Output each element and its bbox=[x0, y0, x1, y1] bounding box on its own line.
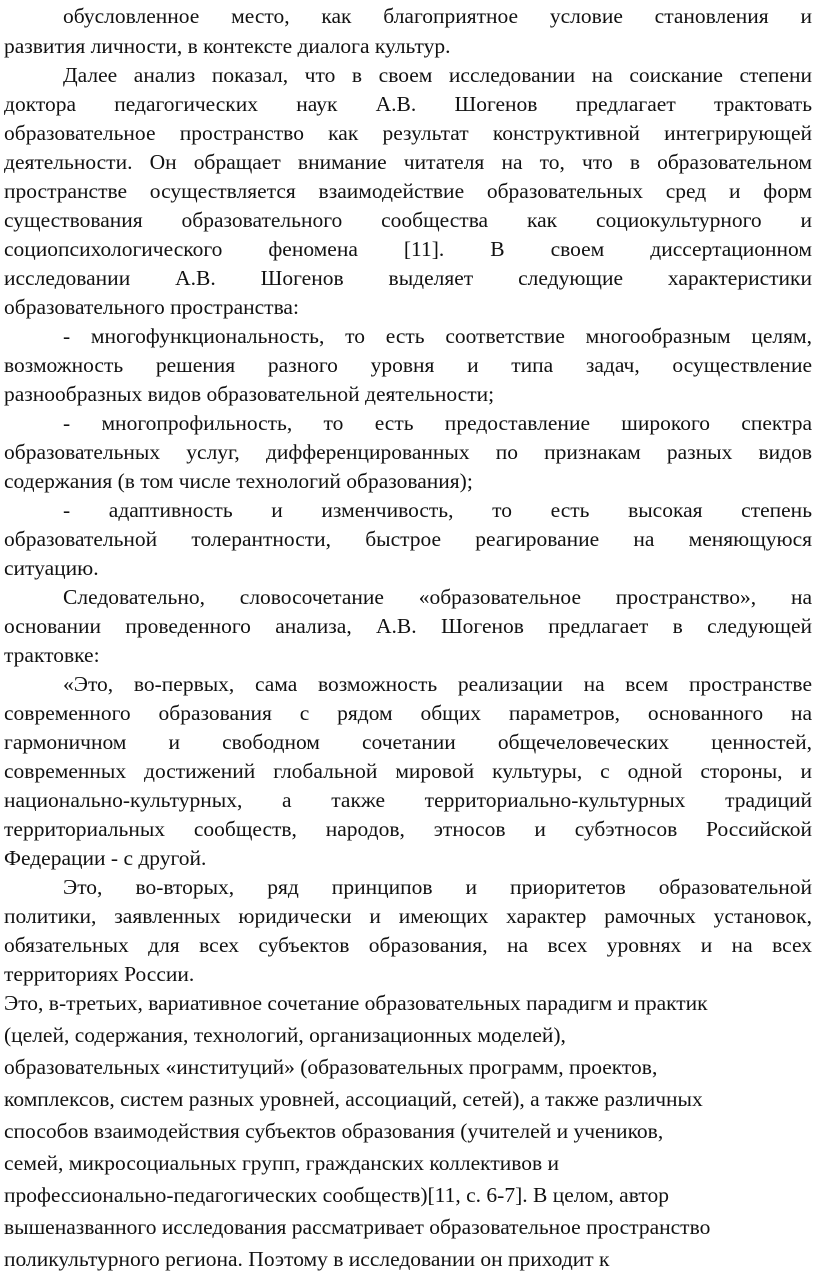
text-line: трактовке: bbox=[4, 643, 100, 667]
text-line: - адаптивность и изменчивость, то есть высокая степень bbox=[63, 498, 812, 522]
text-line: образовательных услуг, дифференцированных по признакам разных видов bbox=[4, 440, 812, 464]
text-line: - многопрофильность, то есть предоставление широкого спектра bbox=[63, 411, 812, 435]
text-line: территориальных сообществ, народов, этносов и субэтносов Российской bbox=[4, 817, 812, 841]
text-line: исследовании А.В. Шогенов выделяет следующие характеристики bbox=[4, 266, 812, 290]
text-line: развития личности, в контексте диалога культур. bbox=[4, 34, 451, 58]
text-line: Это, в-третьих, вариативное сочетание образовательных парадигм и практик bbox=[4, 991, 708, 1015]
text-line: образовательного пространства: bbox=[4, 295, 299, 319]
text-line: современного образования с рядом общих параметров, основанного на bbox=[4, 701, 812, 725]
text-line: «Это, во-первых, сама возможность реализации на всем пространстве bbox=[63, 672, 812, 696]
text-line: политики, заявленных юридически и имеющих характер рамочных установок, bbox=[4, 904, 812, 928]
text-line: образовательных «институций» (образовательных программ, проектов, bbox=[4, 1055, 658, 1079]
text-line: Следовательно, словосочетание «образовательное пространство», на bbox=[63, 585, 812, 609]
text-line: комплексов, систем разных уровней, ассоциаций, сетей), а также различных bbox=[4, 1087, 703, 1111]
text-line: Федерации - с другой. bbox=[4, 846, 207, 870]
text-line: вышеназванного исследования рассматривает образовательное пространство bbox=[4, 1215, 711, 1239]
text-line: ситуацию. bbox=[4, 556, 99, 580]
text-line: (целей, содержания, технологий, организационных моделей), bbox=[4, 1023, 566, 1047]
text-line: обусловленное место, как благоприятное условие становления и bbox=[63, 4, 812, 28]
text-line: образовательной толерантности, быстрое реагирование на меняющуюся bbox=[4, 527, 812, 551]
text-line: семей, микросоциальных групп, гражданских коллективов и bbox=[4, 1151, 560, 1175]
text-line: гармоничном и свободном сочетании общечеловеческих ценностей, bbox=[4, 730, 812, 754]
text-line: возможность решения разного уровня и типа задач, осуществление bbox=[4, 353, 812, 377]
text-line: деятельности. Он обращает внимание читателя на то, что в образовательном bbox=[4, 150, 812, 174]
text-line: - многофункциональность, то есть соответствие многообразным целям, bbox=[63, 324, 812, 348]
text-line: социопсихологического феномена [11]. В своем диссертационном bbox=[4, 237, 812, 261]
text-line: профессионально-педагогических сообществ)[11, с. 6-7]. В целом, автор bbox=[4, 1183, 669, 1207]
text-line: способов взаимодействия субъектов образования (учителей и учеников, bbox=[4, 1119, 664, 1143]
text-line: современных достижений глобальной мировой культуры, с одной стороны, и bbox=[4, 759, 812, 783]
text-line: национально-культурных, а также территориально-культурных традиций bbox=[4, 788, 812, 812]
text-line: содержания (в том числе технологий образования); bbox=[4, 469, 473, 493]
text-line: пространстве осуществляется взаимодействие образовательных сред и форм bbox=[4, 179, 812, 203]
text-line: разнообразных видов образовательной деятельности; bbox=[4, 382, 495, 406]
text-line: поликультурного региона. Поэтому в исследовании он приходит к bbox=[4, 1247, 610, 1271]
text-line: образовательное пространство как результат конструктивной интегрирующей bbox=[4, 121, 812, 145]
text-line: основании проведенного анализа, А.В. Шогенов предлагает в следующей bbox=[4, 614, 812, 638]
text-line: территориях России. bbox=[4, 962, 195, 986]
text-line: существования образовательного сообщества как социокультурного и bbox=[4, 208, 812, 232]
text-line: обязательных для всех субъектов образования, на всех уровнях и на всех bbox=[4, 933, 812, 957]
text-line: Это, во-вторых, ряд принципов и приоритетов образовательной bbox=[63, 875, 812, 899]
text-line: Далее анализ показал, что в своем исследовании на соискание степени bbox=[63, 63, 812, 87]
text-line: доктора педагогических наук А.В. Шогенов предлагает трактовать bbox=[4, 92, 812, 116]
